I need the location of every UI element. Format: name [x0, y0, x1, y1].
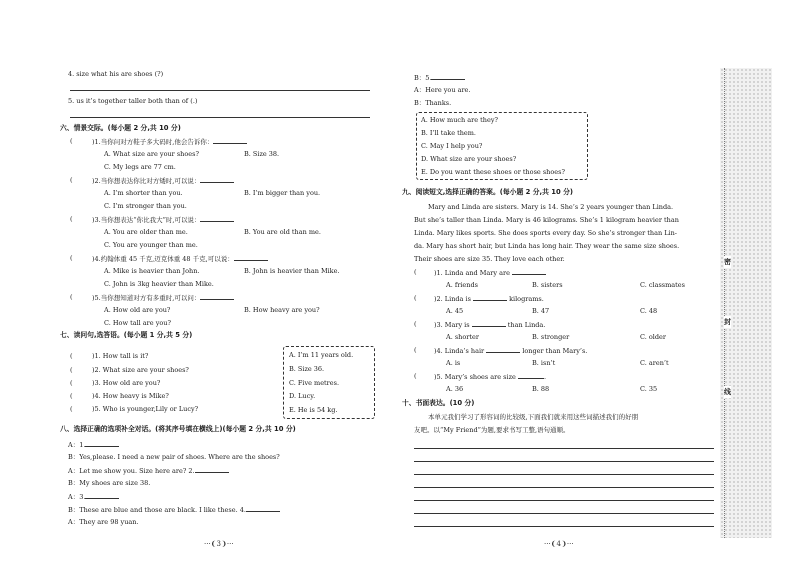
s6-q1-option-b: B. Size 38.: [244, 150, 280, 158]
section-8-title: 八、选择正确的选项补全对话。(将其序号填在横线上)(每小题 2 分,共 10 分): [60, 425, 296, 433]
s8-option-b: B. I’ll take them.: [421, 129, 476, 137]
s8-line-4: B：My shoes are size 38.: [68, 479, 151, 487]
s9-paren: (: [414, 268, 417, 276]
passage-line-1: Mary and Linda are sisters. Mary is 14. She’s 2 years younger than Linda.: [428, 203, 674, 211]
s9-paren: (: [414, 372, 417, 380]
s9-q5-option-a: A. 36: [446, 385, 464, 393]
s8-line-7: A：They are 98 yuan.: [68, 518, 139, 526]
s6-paren: (: [70, 293, 73, 301]
writing-line: [414, 487, 714, 488]
writing-line: [414, 526, 714, 527]
s6-q1-option-a: A. What size are your shoes?: [104, 150, 199, 158]
s7-question-2: )2. What size are your shoes?: [92, 366, 189, 374]
s8-option-c: C. May I help you?: [421, 142, 483, 150]
s6-question-1: )1.当你问对方鞋子多大码时,他会告诉你：: [92, 137, 247, 146]
s9-q2-option-c: C. 48: [640, 307, 658, 315]
s9-q2-option-b: B. 47: [532, 307, 550, 315]
passage-line-4: da. Mary has short hair, but Linda has long hair. They wear the same size shoes.: [414, 242, 680, 250]
s7-paren: (: [70, 366, 73, 374]
section-7-title: 七、读问句,选答语。(每小题 1 分,共 5 分): [60, 331, 193, 339]
q4-text: 4. size what his are shoes (?): [68, 70, 164, 78]
s8-line-1: A：1.: [68, 440, 119, 449]
s6-q2-option-a: A. I’m shorter than you.: [104, 189, 183, 197]
s6-q4-option-a: A. Mike is heavier than John.: [104, 267, 200, 275]
section-10-title: 十、书面表达。(10 分): [402, 399, 475, 407]
s7-option-a: A. I’m 11 years old.: [289, 351, 354, 359]
writing-line: [414, 513, 714, 514]
s7-option-d: D. Lucy.: [289, 392, 316, 400]
s7-paren: (: [70, 392, 73, 400]
writing-line: [414, 448, 714, 449]
s6-q3-option-c: C. You are younger than me.: [104, 241, 198, 249]
s6-q4-option-c: C. John is 3kg heavier than Mike.: [104, 280, 214, 288]
writing-line: [414, 461, 714, 462]
s6-q2-option-c: C. I’m stronger than you.: [104, 202, 187, 210]
s6-paren: (: [70, 176, 73, 184]
writing-prompt-2: 友吧。以“My Friend”为题,要求书写工整,语句通顺。: [414, 426, 570, 434]
s6-q3-option-b: B. You are old than me.: [244, 228, 321, 236]
q4-answer-line: [70, 90, 370, 91]
section-9-title: 九、阅读短文,选择正确的答案。(每小题 2 分,共 10 分): [402, 188, 573, 196]
s8-option-e: E. Do you want these shoes or those shoes?: [421, 168, 565, 176]
s7-paren: (: [70, 405, 73, 413]
s7-paren: (: [70, 379, 73, 387]
passage-line-3: Linda. Mary likes sports. She does sports every day. So she’s stronger than Lin-: [414, 229, 677, 237]
s7-question-1: )1. How tall is it?: [92, 352, 149, 360]
s6-paren: (: [70, 137, 73, 145]
s6-q5-option-c: C. How tall are you?: [104, 319, 171, 327]
s9-question-2: )2. Linda is kilograms.: [434, 295, 544, 303]
s9-question-5: )5. Mary’s shoes are size .: [434, 373, 547, 381]
s9-question-4: )4. Linda’s hair longer than Mary’s.: [434, 347, 588, 355]
s9-paren: (: [414, 346, 417, 354]
s9-paren: (: [414, 320, 417, 328]
s9-q1-option-b: B. sisters: [532, 281, 563, 289]
s8-line-6: B：These are blue and those are black. I like these. 4.: [68, 505, 280, 514]
s8-options-box: [416, 112, 588, 180]
s9-q1-option-a: A. friends: [446, 281, 478, 289]
s6-q5-option-a: A. How old are you?: [104, 306, 171, 314]
s6-q1-option-c: C. My legs are 77 cm.: [104, 163, 176, 171]
s6-question-2: )2.当你想表达你比对方矮时,可以说：: [92, 176, 234, 185]
dialog-line-a: A：Here you are.: [414, 86, 471, 94]
s7-paren: (: [70, 352, 73, 360]
seal-char-feng: 封: [724, 318, 731, 326]
dialog-line-5: B：5.: [414, 73, 465, 82]
s9-paren: (: [414, 294, 417, 302]
s9-q4-option-c: C. aren’t: [640, 359, 669, 367]
seal-line: [724, 68, 725, 538]
q5-text: 5. us it’s together taller both than of (.): [68, 97, 198, 105]
binding-strip: [720, 68, 772, 538]
s6-question-3: )3.当你想表达“你比我大”时,可以说：: [92, 215, 234, 224]
s9-q5-option-b: B. 88: [532, 385, 550, 393]
s9-q1-option-c: C. classmates: [640, 281, 685, 289]
s6-paren: (: [70, 254, 73, 262]
s8-line-2: B：Yes,please. I need a new pair of shoes. Where are the shoes?: [68, 453, 280, 461]
seal-char-xian: 线: [724, 388, 731, 396]
page-number-right: ···❨4❩···: [544, 540, 574, 548]
passage-line-2: But she’s taller than Linda. Mary is 46 kilograms. She’s 1 kilogram heavier than: [414, 216, 679, 224]
s6-q4-option-b: B. John is heavier than Mike.: [244, 267, 340, 275]
s9-q3-option-b: B. stronger: [532, 333, 570, 341]
s9-q2-option-a: A. 45: [446, 307, 464, 315]
section-6-title: 六、情景交际。(每小题 2 分,共 10 分): [60, 124, 181, 132]
s6-q5-option-b: B. How heavy are you?: [244, 306, 320, 314]
dialog-line-b: B：Thanks.: [414, 99, 452, 107]
s9-q3-option-c: C. older: [640, 333, 666, 341]
s9-q4-option-b: B. isn’t: [532, 359, 556, 367]
s6-question-4: )4.约翰体重 45 千克,迈克体重 48 千克,可以说：: [92, 254, 268, 263]
s8-option-d: D. What size are your shoes?: [421, 155, 517, 163]
s6-q2-option-b: B. I’m bigger than you.: [244, 189, 321, 197]
s7-options-box: [283, 346, 375, 419]
s7-question-5: )5. Who is younger,Lily or Lucy?: [92, 405, 199, 413]
s7-option-b: B. Size 36.: [289, 365, 325, 373]
passage-line-5: Their shoes are size 35. They love each other.: [414, 255, 565, 263]
writing-line: [414, 500, 714, 501]
s9-q3-option-a: A. shorter: [446, 333, 479, 341]
s7-question-3: )3. How old are you?: [92, 379, 161, 387]
s8-line-5: A：3.: [68, 492, 119, 501]
s7-option-e: E. He is 54 kg.: [289, 406, 338, 414]
s7-option-c: C. Five metres.: [289, 379, 340, 387]
writing-prompt-1: 本单元我们学习了形容词的比较级,下面我们就来用这些词描述我们的好朋: [428, 413, 639, 421]
s9-question-1: )1. Linda and Mary are: [434, 268, 546, 277]
writing-line: [414, 474, 714, 475]
s8-line-3: A：Let me show you. Size here are? 2.: [68, 466, 229, 475]
s9-q5-option-c: C. 35: [640, 385, 658, 393]
q5-answer-line: [70, 117, 370, 118]
s6-question-5: )5.当你想知道对方有多重时,可以问：: [92, 293, 234, 302]
s9-q4-option-a: A. is: [446, 359, 461, 367]
s8-option-a: A. How much are they?: [421, 116, 498, 124]
page-number-left: ···❨3❩···: [204, 540, 234, 548]
s7-question-4: )4. How heavy is Mike?: [92, 392, 169, 400]
s6-q3-option-a: A. You are older than me.: [104, 228, 188, 236]
s9-question-3: )3. Mary is than Linda.: [434, 321, 546, 329]
s6-paren: (: [70, 215, 73, 223]
seal-char-mi: 密: [724, 258, 731, 266]
